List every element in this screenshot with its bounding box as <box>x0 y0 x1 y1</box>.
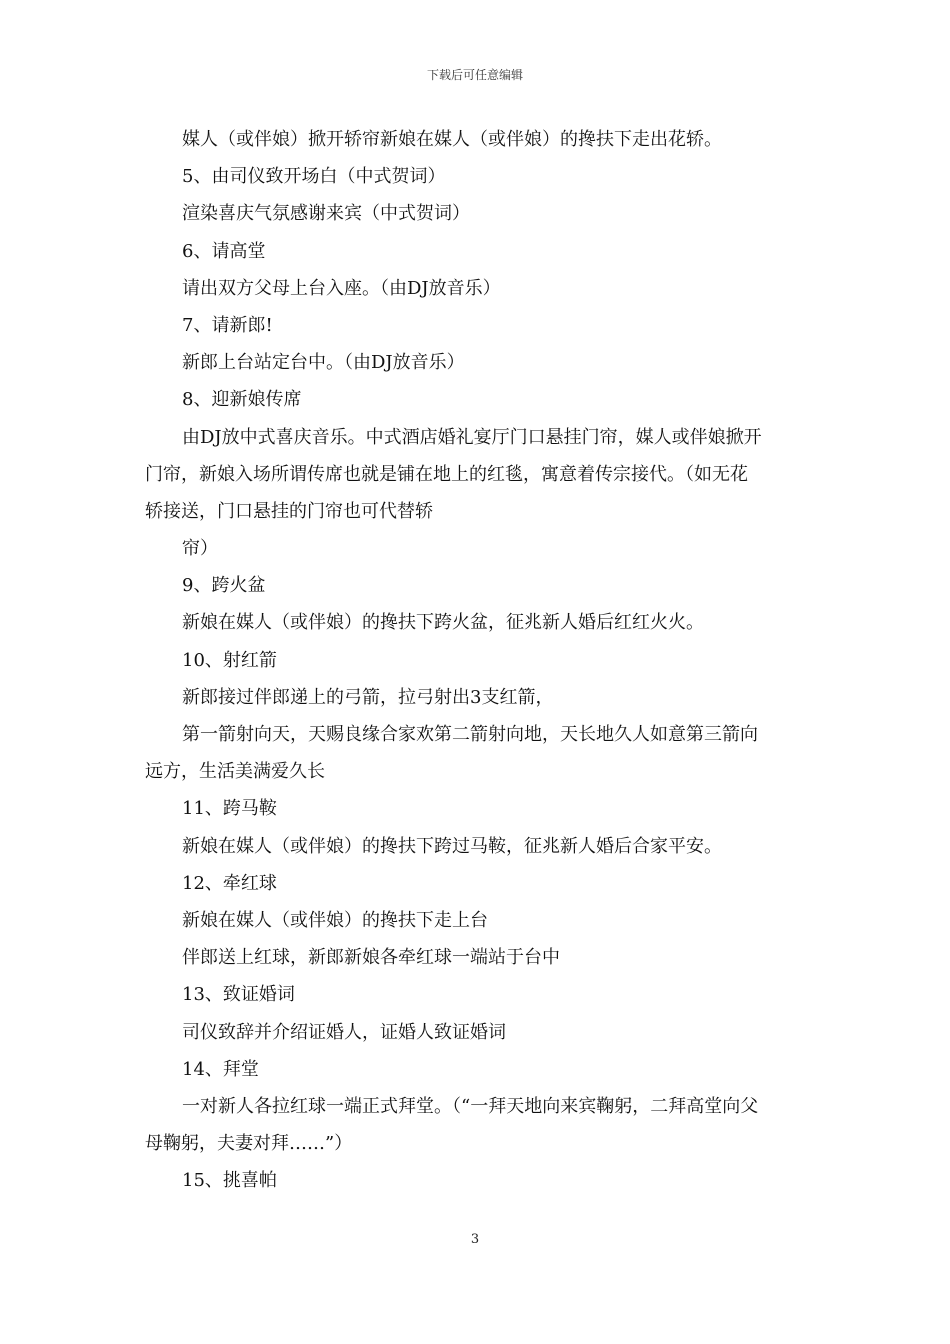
section-heading-10: 10、射红箭 <box>182 649 277 671</box>
section-heading-15: 15、挑喜帕 <box>182 1170 277 1192</box>
paragraph-line: 由DJ放中式喜庆音乐。中式酒店婚礼宴厅门口悬挂门帘，媒人或伴娘掀开 <box>182 426 762 448</box>
paragraph-line: 渲染喜庆气氛感谢来宾（中式贺词） <box>182 203 470 225</box>
paragraph-line: 新郎接过伴郎递上的弓箭，拉弓射出3支红箭， <box>182 686 554 708</box>
section-heading-13: 13、致证婚词 <box>182 984 295 1006</box>
paragraph-line: 一对新人各拉红球一端正式拜堂。（“一拜天地向来宾鞠躬，二拜高堂向父 <box>182 1095 759 1117</box>
section-heading-8: 8、迎新娘传席 <box>182 389 302 411</box>
paragraph-line: 新郎上台站定台中。（由DJ放音乐） <box>182 352 465 374</box>
paragraph-line: 第一箭射向天，天赐良缘合家欢第二箭射向地，天长地久人如意第三箭向 <box>182 724 758 745</box>
paragraph-line: 新娘在媒人（或伴娘）的搀扶下走上台 <box>182 909 488 931</box>
section-heading-9: 9、跨火盆 <box>182 575 266 597</box>
page-number: 3 <box>470 1232 480 1247</box>
paragraph-line: 司仪致辞并介绍证婚人，证婚人致证婚词 <box>182 1021 506 1043</box>
document-body <box>145 121 810 1199</box>
section-heading-11: 11、跨马鞍 <box>182 798 277 820</box>
section-heading-12: 12、牵红球 <box>182 872 277 894</box>
section-heading-14: 14、拜堂 <box>182 1058 259 1080</box>
paragraph-line: 媒人（或伴娘）掀开轿帘新娘在媒人（或伴娘）的搀扶下走出花轿。 <box>182 129 722 150</box>
paragraph-line: 帘） <box>182 538 218 560</box>
section-heading-7: 7、请新郎! <box>182 314 273 336</box>
paragraph-line: 新娘在媒人（或伴娘）的搀扶下跨过马鞍，征兆新人婚后合家平安。 <box>182 835 722 857</box>
paragraph-line: 远方，生活美满爱久长 <box>145 761 325 783</box>
paragraph-line: 请出双方父母上台入座。（由DJ放音乐） <box>182 277 501 299</box>
paragraph-line: 伴郎送上红球，新郎新娘各牵红球一端站于台中 <box>182 947 560 969</box>
paragraph-line: 母鞠躬，夫妻对拜……”） <box>145 1133 353 1155</box>
section-heading-5: 5、由司仪致开场白（中式贺词） <box>182 166 446 188</box>
paragraph-line: 门帘，新娘入场所谓传席也就是铺在地上的红毯，寓意着传宗接代。（如无花 <box>145 463 748 485</box>
section-heading-6: 6、请高堂 <box>182 240 266 262</box>
paragraph-line: 新娘在媒人（或伴娘）的搀扶下跨火盆，征兆新人婚后红红火火。 <box>182 612 704 634</box>
paragraph-line: 轿接送，门口悬挂的门帘也可代替轿 <box>145 500 433 522</box>
page-header: 下载后可任意编辑 <box>426 68 523 82</box>
